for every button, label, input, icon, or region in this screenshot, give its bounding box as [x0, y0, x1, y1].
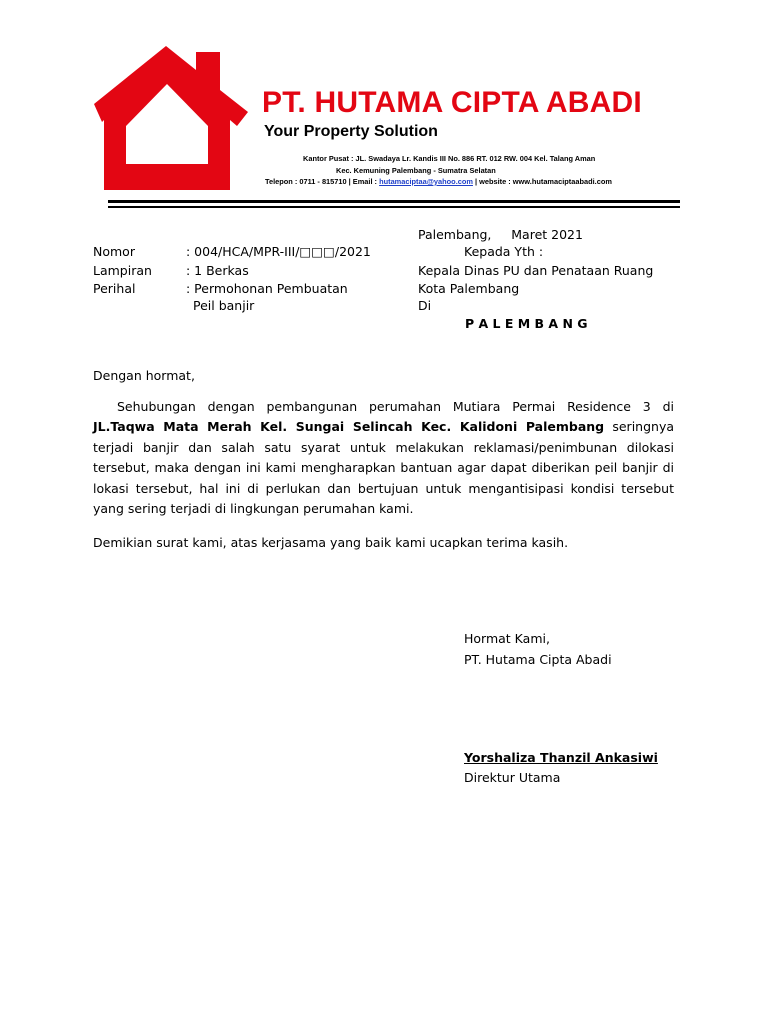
header-rule-thin [108, 206, 680, 208]
recipient-line-1: Kepala Dinas PU dan Penataan Ruang [418, 263, 654, 278]
body-paragraph-2: Demikian surat kami, atas kerjasama yang baik kami ucapkan terima kasih. [93, 535, 569, 550]
company-tagline: Your Property Solution [264, 123, 438, 140]
contact-line [265, 177, 612, 186]
recipient-line-2: Kota Palembang [418, 281, 520, 296]
field-label-nomor: Nomor [93, 244, 135, 259]
closing-line-2: PT. Hutama Cipta Abadi [464, 652, 612, 667]
recipient-greeting: Kepada Yth : [464, 244, 544, 259]
email-link[interactable]: hutamaciptaa@yahoo.com [379, 177, 473, 186]
field-value-nomor: : 004/HCA/MPR-III/□□□/2021 [186, 244, 371, 259]
p1-text-b: seringnya terjadi banjir dan salah satu syarat untuk melakukan reklamasi/penimbunan dilokasi tersebut, maka dengan ini kami mengharapkan bantuan agar dapat diberikan peil banjir di lokasi tersebut, hal ini di perlukan dan bertujuan untuk mengantisipasi kondisi tersebut yang sering terjadi di lingkungan perumahan kami. [93, 419, 675, 517]
field-label-perihal: Perihal [93, 281, 136, 296]
company-name: PT. HUTAMA CIPTA ABADI [262, 86, 642, 119]
field-label-lampiran: Lampiran [93, 263, 152, 278]
house-logo-icon [92, 44, 252, 194]
field-value-lampiran: : 1 Berkas [186, 263, 249, 278]
website-text: | website : www.hutamaciptaabadi.com [472, 177, 612, 186]
header-rule-thick [108, 200, 680, 203]
signer-title: Direktur Utama [464, 770, 561, 785]
contact-prefix: Telepon : 0711 - 815710 | Email : [265, 177, 380, 186]
p1-bold-location: JL.Taqwa Mata Merah Kel. Sungai Selincah Kec. Kalidoni Palembang [93, 419, 605, 435]
body-paragraph-1 [93, 397, 674, 519]
address-line-1: Kantor Pusat : JL. Swadaya Lr. Kandis III No. 886 RT. 012 RW. 004 Kel. Talang Aman [303, 154, 596, 163]
recipient-city: P A L E M B A N G [465, 316, 588, 331]
p1-text-a: Sehubungan dengan pembangunan perumahan Mutiara Permai Residence 3 di [117, 399, 674, 414]
field-value-perihal: : Permohonan Pembuatan [186, 281, 348, 296]
address-line-2: Kec. Kemuning Palembang - Sumatra Selatan [336, 166, 496, 175]
recipient-line-3: Di [418, 298, 432, 313]
signer-name: Yorshaliza Thanzil Ankasiwi [464, 750, 658, 765]
field-value-perihal-cont: Peil banjir [193, 298, 255, 313]
place-date: Palembang, Maret 2021 [418, 227, 583, 242]
closing-line-1: Hormat Kami, [464, 631, 550, 646]
salutation: Dengan hormat, [93, 368, 195, 383]
